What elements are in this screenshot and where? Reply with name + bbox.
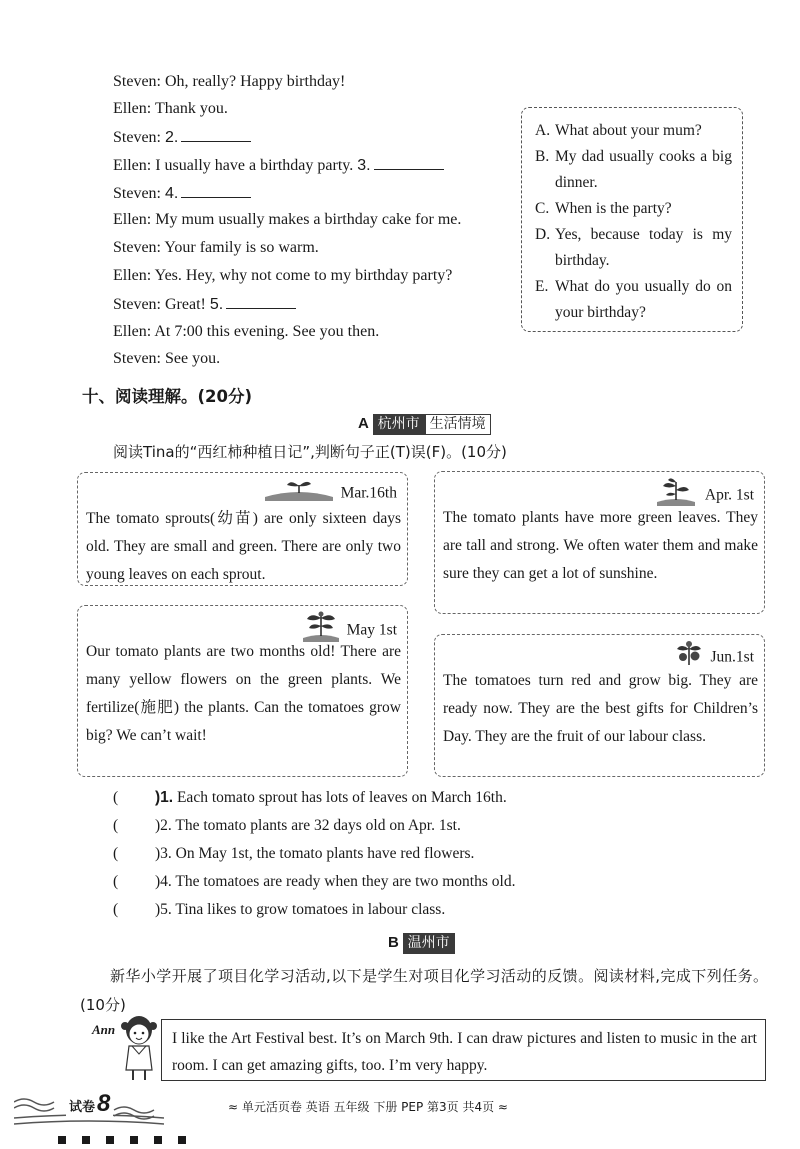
part-a-letter: A [358,415,369,432]
part-b-letter: B [388,934,399,951]
part-b-header [388,933,455,954]
options-box [521,107,743,332]
diary-entry-apr1: Apr. 1st The tomato plants have more green leaves. They are tall and strong. We often water them and make sure they can get a lot of sunshine. [434,471,765,614]
footer-marker [178,1136,186,1144]
answer-blank-2[interactable] [181,127,251,142]
question-5: ( )5. Tina likes to grow tomatoes in labour class. [113,901,446,918]
city-tag: 杭州市 [373,414,425,435]
footer-marker [130,1136,138,1144]
option-d: D. Yes, because today is my birthday. [535,226,732,269]
dialogue-line: Ellen: At 7:00 this evening. See you then. [113,323,380,340]
dialogue-line: Ellen: My mum usually makes a birthday cake for me. [113,211,462,228]
option-c: C. When is the party? [535,200,672,217]
dialogue-line: Steven: Great! 5. [113,294,296,315]
ann-feedback: I like the Art Festival best. It’s on March 9th. I can draw pictures and listen to music in the art room. I can get amazing gifts, too. I’m very happy. [161,1019,766,1081]
dialogue-line: Ellen: Yes. Hey, why not come to my birthday party? [113,267,453,284]
answer-blank-3[interactable] [374,155,444,170]
city-tag: 温州市 [403,933,455,954]
answer-paren[interactable]: ( [113,901,119,918]
option-a: A. What about your mum? [535,122,702,139]
dialogue-line: Ellen: Thank you. [113,100,228,117]
diary-entry-may1: May 1st Our tomato plants are two months old! There are many yellow flowers on the green plants. We fertilize(施肥) the plants. Can the tomatoes grow big? We can’t wait! [77,605,408,777]
diary-entry-jun1: Jun.1st The tomatoes turn red and grow big. They are ready now. They are the best gifts for Children’s Day. They are the fruit of our labour class. [434,634,765,777]
dialogue-line: Steven: Oh, really? Happy birthday! [113,73,346,90]
question-1: ( )1. Each tomato sprout has lots of leaves on March 16th. [113,789,507,806]
diary-entry-mar16: Mar.16th The tomato sprouts(幼苗) are only sixteen days old. They are small and green. There are only two young leaves on each sprout. [77,472,408,586]
dialogue-line: Steven: 4. [113,183,251,204]
section-title: 十、阅读理解。(20分) [82,387,253,406]
footer-page-label: 试卷8 [66,1090,113,1118]
question-4: ( )4. The tomatoes are ready when they are two months old. [113,873,516,890]
footer-marker [154,1136,162,1144]
dialogue-line: Steven: 2. [113,127,251,148]
part-a-header [358,414,491,435]
option-b: B. My dad usually cooks a big dinner. [535,148,732,191]
dialogue-line: Ellen: I usually have a birthday party. 3. [113,155,444,176]
answer-blank-4[interactable] [181,183,251,198]
part-a-instruction: 阅读Tina的“西红柿种植日记”,判断句子正(T)误(F)。(10分) [113,443,507,461]
answer-paren[interactable]: ( [113,873,119,890]
part-b-instruction: 新华小学开展了项目化学习活动,以下是学生对项目化学习活动的反馈。阅读材料,完成下列任务。(10分) [80,967,768,1014]
answer-paren[interactable]: ( [113,845,119,862]
topic-tag: 生活情境 [425,414,491,435]
girl-avatar [117,1014,161,1087]
question-2: ( )2. The tomato plants are 32 days old on Apr. 1st. [113,817,461,834]
dialogue-line: Steven: Your family is so warm. [113,239,319,256]
footer-marker [106,1136,114,1144]
footer-marker [58,1136,66,1144]
dialogue-line: Steven: See you. [113,350,221,367]
answer-paren[interactable]: ( [113,789,119,806]
answer-paren[interactable]: ( [113,817,119,834]
ann-name: Ann [92,1022,116,1037]
answer-blank-5[interactable] [226,294,296,309]
footer-info: ≈ 单元活页卷 英语 五年级 下册 PEP 第3页 共4页 ≈ [228,1100,508,1114]
option-e: E. What do you usually do on your birthday? [535,278,732,321]
question-3: ( )3. On May 1st, the tomato plants have red flowers. [113,845,475,862]
footer-marker [82,1136,90,1144]
